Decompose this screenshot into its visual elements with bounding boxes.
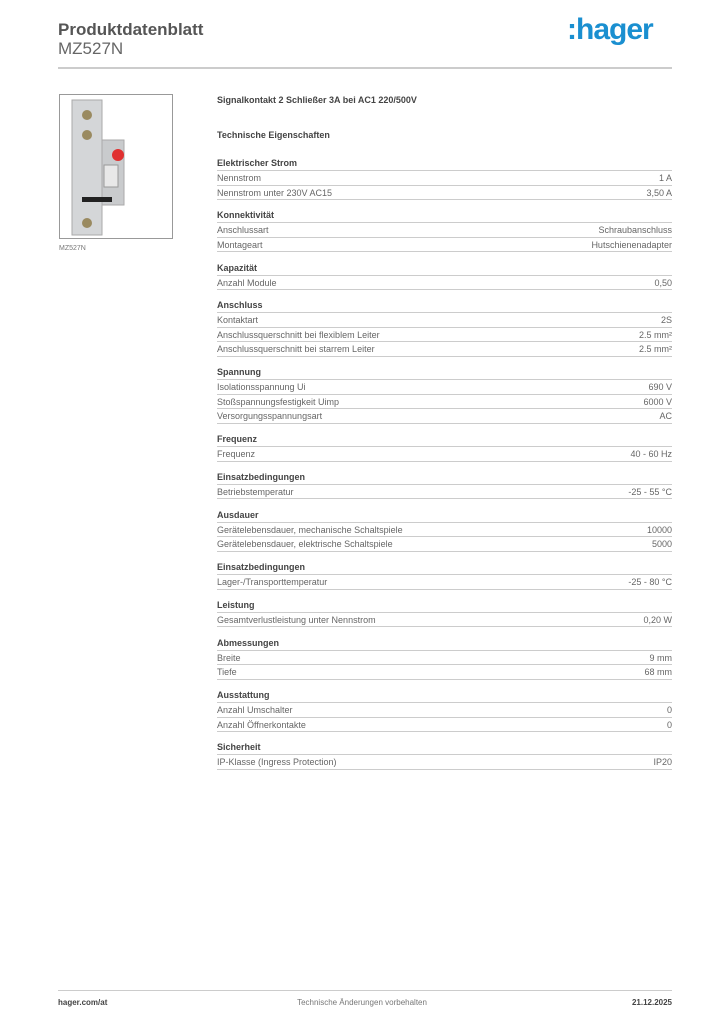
spec-value: Schraubanschluss [598,225,672,236]
spec-label: Tiefe [217,667,237,678]
spec-value: 9 mm [649,652,672,663]
spec-section [217,598,672,628]
section-heading: Abmessungen [217,636,672,651]
spec-label: Nennstrom [217,173,262,183]
spec-row [217,447,672,462]
spec-value: 10000 [646,524,672,535]
section-heading: Ausdauer [217,508,672,523]
spec-label: Anschlussquerschnitt bei flexiblem Leiter [217,329,380,340]
spec-label: Anschlussquerschnitt bei starrem Leiter [217,344,375,355]
spec-value: AC [659,411,672,422]
footer-date: 21.12.2025 [631,998,672,1007]
spec-value: 5000 [651,539,672,550]
section-heading: Leistung [217,598,672,613]
image-caption: MZ527N [59,245,86,252]
section-heading: Frequenz [217,432,672,447]
spec-value: 40 - 60 Hz [630,449,672,460]
spec-row [217,380,672,395]
spec-value: IP20 [653,757,672,768]
spec-value: -25 - 80 °C [628,577,672,588]
spec-value: 0 [666,705,672,716]
spec-row [217,409,672,424]
spec-label: Anzahl Öffnerkontakte [217,719,306,730]
spec-value: 2.5 mm² [638,329,672,340]
spec-row [217,328,672,343]
spec-label: Anzahl Module [217,277,277,288]
spec-row [217,238,672,253]
spec-row [217,485,672,500]
spec-value: 68 mm [644,667,672,678]
spec-section [217,636,672,680]
spec-label: Betriebstemperatur [217,486,294,497]
spec-row [217,186,672,201]
spec-value: 0,20 W [643,614,672,625]
spec-row [217,313,672,328]
spec-value: 1 A [658,173,672,183]
spec-value: 0,50 [654,277,672,288]
spec-row [217,223,672,238]
spec-label: Anzahl Umschalter [217,705,293,716]
spec-row [217,276,672,291]
section-heading: Kapazität [217,261,672,276]
spec-label: Versorgungsspannungsart [217,411,323,422]
footer-notice: Technische Änderungen vorbehalten [297,998,427,1007]
spec-row [217,718,672,733]
header-divider [58,67,672,69]
spec-section [217,208,672,252]
spec-label: Nennstrom unter 230V AC15 [217,187,333,198]
spec-label: IP-Klasse (Ingress Protection) [217,757,337,768]
spec-row [217,651,672,666]
spec-label: Anschlussart [217,225,269,236]
spec-label: Gerätelebensdauer, mechanische Schaltspiele [217,524,403,535]
section-heading: Anschluss [217,298,672,313]
section-heading: Konnektivität [217,208,672,223]
spec-row [217,613,672,628]
spec-value: 6000 V [643,396,672,407]
spec-row [217,703,672,718]
tech-properties-title: Technische Eigenschaften [217,130,330,140]
spec-section [217,470,672,500]
section-heading: Sicherheit [217,740,672,755]
spec-value: 0 [666,719,672,730]
spec-value: -25 - 55 °C [628,486,672,497]
spec-row [217,755,672,770]
spec-section [217,560,672,590]
spec-section [217,365,672,424]
spec-label: Frequenz [217,449,256,460]
spec-row [217,342,672,357]
spec-section [217,261,672,291]
spec-label: Stoßspannungsfestigkeit Uimp [217,396,340,407]
spec-sections [217,156,672,770]
spec-label: Gerätelebensdauer, elektrische Schaltspiele [217,539,393,550]
spec-value: 2S [660,315,672,326]
footer-divider [58,990,672,991]
spec-label: Kontaktart [217,315,259,326]
spec-section [217,156,672,200]
spec-label: Isolationsspannung Ui [217,382,306,393]
spec-row [217,523,672,538]
spec-section [217,740,672,770]
spec-content [217,95,672,778]
spec-value: 2.5 mm² [638,344,672,355]
spec-row [217,395,672,410]
product-code: MZ527N [58,39,124,58]
spec-section [217,298,672,357]
spec-label: Breite [217,652,241,663]
page-title: Produktdatenblatt [58,20,204,39]
spec-row [217,665,672,680]
spec-value: 690 V [648,382,672,393]
spec-value: 3,50 A [646,187,672,198]
footer-website[interactable]: hager.com/at [58,998,108,1007]
section-heading: Spannung [217,365,672,380]
spec-value: Hutschienenadapter [591,239,672,250]
spec-label: Gesamtverlustleistung unter Nennstrom [217,614,376,625]
section-heading: Einsatzbedingungen [217,470,672,485]
section-heading: Ausstattung [217,688,672,703]
spec-section [217,508,672,552]
section-heading: Elektrischer Strom [217,156,672,171]
spec-row [217,537,672,552]
spec-label: Montageart [217,239,263,250]
spec-section [217,432,672,462]
hager-logo: :hager [567,13,653,46]
product-headline: Signalkontakt 2 Schließer 3A bei AC1 220/500V [217,95,417,105]
spec-row [217,575,672,590]
spec-row [217,171,672,186]
section-heading: Einsatzbedingungen [217,560,672,575]
product-image [59,94,173,239]
spec-section [217,688,672,732]
spec-label: Lager-/Transporttemperatur [217,577,328,588]
